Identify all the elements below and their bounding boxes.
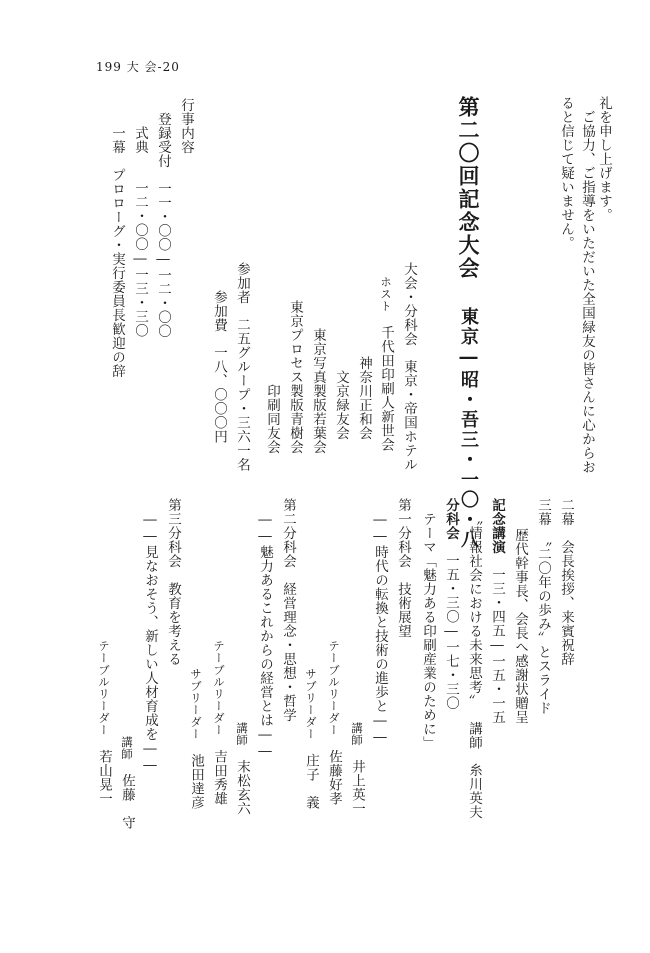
session-2-lecturer: 講師末松玄六	[234, 722, 250, 816]
page-header: 199 大 会-20	[96, 60, 180, 74]
act-1: 一幕 プロローグ・実行委員長歓迎の辞	[109, 126, 125, 378]
host-2: 神奈川正和会	[356, 356, 372, 440]
lecture-title-line: 〝情報社会における未来思考〟講師糸川英夫	[466, 512, 482, 819]
meeting-title-block	[457, 96, 478, 550]
session-1-subtitle: ――時代の転換と技術の進歩と――	[372, 512, 388, 746]
host-6: 印刷同友会	[264, 384, 280, 454]
host-line: ホスト千代田印刷人新世会	[378, 276, 394, 452]
lecture-line: 記念講演一三・四五―一五・一五	[489, 498, 505, 724]
registration-line: 登録受付一一・〇〇―一二・〇〇	[155, 112, 171, 338]
program-heading: 行事内容	[178, 98, 194, 154]
session-1-leader: テーブルリーダー佐藤好孝	[326, 640, 342, 806]
session-2-leader: テーブルリーダー吉田秀雄	[211, 640, 227, 806]
host-5: 東京プロセス製版青樹会	[287, 300, 303, 454]
intro-line-3: 礼を申し上げます。	[596, 96, 612, 222]
session-2-subtitle: ――魅力あるこれからの経営とは――	[257, 512, 273, 760]
act-3: 三幕 〝二〇年の歩み〟とスライド	[535, 498, 551, 716]
subsession-time-line: 分科会一五・三〇―一七・三〇	[443, 498, 459, 710]
intro-line-1: ると信じて疑いません。	[558, 96, 574, 250]
session-3-name: 第三分科会 教育を考える	[165, 498, 181, 666]
session-1-subleader: サブリーダー庄子 義	[303, 668, 319, 810]
session-3-lecturer: 講師佐藤 守	[119, 736, 135, 830]
ceremony-line: 式典一二・〇〇―一三・三〇	[132, 126, 148, 338]
meeting-title: 第二〇回記念大会	[456, 96, 480, 280]
intro-line-2: ご協力、ご指導をいただいた全国緑友の皆さんに心からお	[579, 110, 595, 474]
session-3-subtitle: ――見なおそう、新しい人材育成を――	[142, 512, 158, 774]
session-3-leader: テーブルリーダー若山晃一	[96, 640, 112, 806]
session-2-subleader: サブリーダー池田達彦	[188, 668, 204, 810]
act-2: 二幕 会長挨拶、来賓祝辞	[558, 498, 574, 666]
venue-line: 大会・分科会東京・帝国ホテル	[401, 262, 417, 472]
session-2-name: 第二分科会 経営理念・思想・哲学	[280, 498, 296, 722]
session-1-lecturer: 講師井上英一	[349, 722, 365, 816]
theme-line: テーマ「魅力ある印刷産業のために」	[420, 512, 436, 750]
host-3: 文京緑友会	[333, 370, 349, 440]
participants-line: 参加者二五グループ・三六一名	[234, 262, 250, 472]
fee-line: 参加費一八、〇〇〇円	[211, 290, 227, 444]
host-4: 東京写真製版若葉会	[310, 328, 326, 454]
session-1-name: 第一分科会 技術展望	[395, 498, 411, 638]
act-3b: 歴代幹事長、会長へ感謝状贈呈	[512, 528, 528, 724]
meeting-place: 東京―昭・吾三・一〇・八	[458, 307, 479, 550]
